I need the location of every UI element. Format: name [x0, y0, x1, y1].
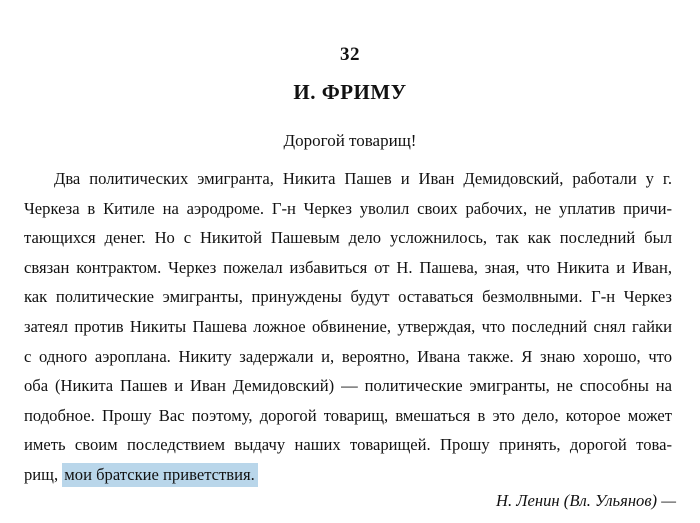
selected-text-highlight[interactable]: мои братские приветствия. — [62, 463, 258, 487]
body-line-last[interactable] — [24, 460, 672, 490]
letter-body[interactable] — [24, 164, 672, 490]
last-line-start[interactable]: рищ, — [24, 464, 63, 484]
body-line[interactable]: как политические эмигранты, принуждены будут оставаться безмолвными. Г-н Черкез — [24, 287, 672, 307]
body-line[interactable]: связан контрактом. Черкез пожелал избавиться от Н. Пашева, зная, что Никита и Иван, — [24, 257, 672, 277]
signature: Н. Ленин (Вл. Ульянов) — — [496, 491, 676, 510]
body-line[interactable]: Два политических эмигранта, Никита Пашев и Иван Демидовский, работали у г. — [54, 169, 672, 188]
body-line[interactable]: тающихся денег. Но с Никитой Пашевым дело усложнилось, так как последний был — [24, 228, 672, 248]
body-line[interactable]: с одного аэроплана. Никиту задержали и, вероятно, Ивана также. Я знаю хорошо, что — [24, 346, 672, 366]
letter-salutation: Дорогой товарищ! — [283, 131, 417, 150]
document-number: 32 — [340, 44, 360, 65]
body-line[interactable]: подобное. Прошу Вас поэтому, дорогой товарищ, вмешаться в это дело, которое может — [24, 405, 672, 425]
body-line[interactable]: затеял против Никиты Пашева ложное обвинение, утверждая, что последний снял гайки — [24, 316, 672, 336]
body-line[interactable]: Черкеза в Китиле на аэродроме. Г-н Черкез уволил своих рабочих, не уплатив причи- — [24, 198, 672, 218]
body-line[interactable]: оба (Никита Пашев и Иван Демидовский) — политические эмигранты, не способны на — [24, 376, 672, 396]
document-addressee: И. ФРИМУ — [293, 80, 407, 104]
body-line[interactable]: иметь своим последствием выдачу наших товарищей. Прошу принять, дорогой това- — [24, 435, 672, 455]
